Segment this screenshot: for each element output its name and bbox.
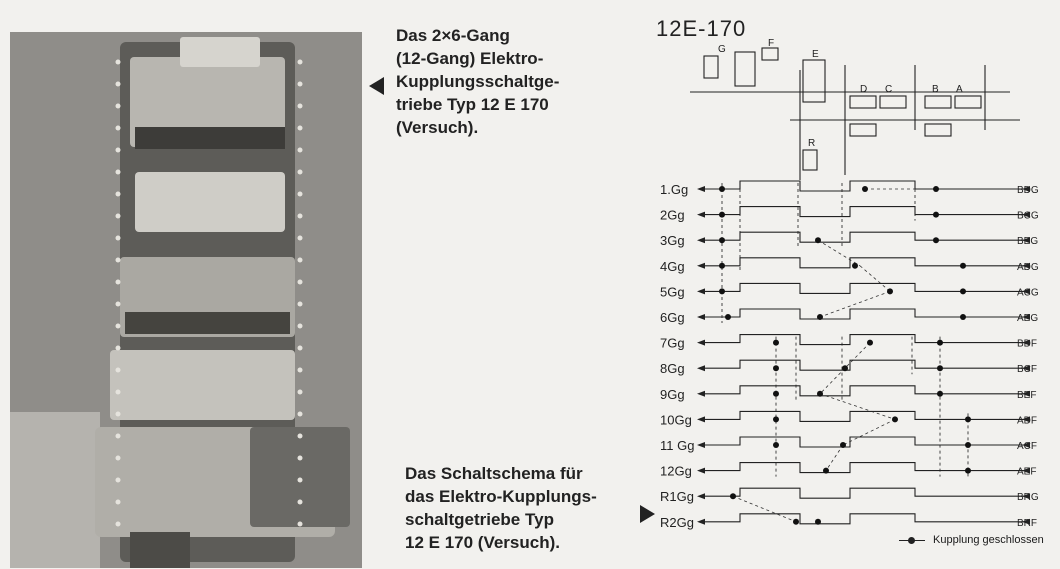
gear-row bbox=[660, 207, 1039, 223]
caption-line: das Elektro-Kupplungs- bbox=[405, 487, 597, 506]
clutch-closed-dot-icon bbox=[730, 493, 736, 499]
clutch-d-icon bbox=[850, 96, 876, 108]
gear-row bbox=[660, 488, 1039, 504]
gear-label: 8Gg bbox=[660, 361, 685, 377]
clutch-closed-dot-icon bbox=[937, 340, 943, 346]
clutch-code: AEG bbox=[1017, 313, 1039, 324]
clutch-closed-dot-icon bbox=[719, 237, 725, 243]
clutch-code: BRF bbox=[1017, 517, 1037, 529]
gear-row bbox=[660, 232, 1038, 248]
gear-icon bbox=[850, 124, 876, 136]
clutch-label: A bbox=[956, 84, 963, 95]
gear-row bbox=[660, 411, 1037, 427]
clutch-closed-dot-icon bbox=[965, 468, 971, 474]
gear-label: 5Gg bbox=[660, 284, 685, 300]
arrow-left-icon bbox=[697, 237, 705, 243]
clutch-closed-dot-icon bbox=[937, 391, 943, 397]
gear-label: R2Gg bbox=[660, 514, 694, 530]
clutch-code: BEG bbox=[1017, 236, 1039, 248]
clutch-label: R bbox=[808, 138, 816, 149]
arrow-left-icon bbox=[697, 340, 705, 346]
clutch-closed-dot-icon bbox=[933, 186, 939, 192]
clutch-closed-dot-icon bbox=[965, 416, 971, 422]
clutch-code: BRG bbox=[1017, 492, 1039, 504]
gear-icon bbox=[735, 52, 755, 86]
clutch-label: E bbox=[812, 49, 819, 60]
transition-line bbox=[826, 445, 843, 471]
clutch-closed-dot-icon bbox=[773, 416, 779, 422]
gear-label: 1.Gg bbox=[660, 182, 689, 197]
gear-row bbox=[660, 181, 1039, 197]
clutch-closed-marker-icon bbox=[899, 540, 925, 541]
gear-row bbox=[660, 335, 1037, 351]
gear-label: 10Gg bbox=[660, 412, 692, 428]
transition-line bbox=[818, 240, 860, 266]
transition-line bbox=[820, 291, 890, 317]
clutch-closed-dot-icon bbox=[862, 186, 868, 192]
signal-line bbox=[705, 232, 1030, 242]
clutch-closed-dot-icon bbox=[965, 442, 971, 448]
gear-row bbox=[660, 309, 1038, 325]
arrow-left-icon bbox=[697, 212, 705, 218]
arrow-left-icon bbox=[697, 263, 705, 269]
clutch-code: BCG bbox=[1017, 210, 1039, 222]
gear-label: 11 Gg bbox=[660, 438, 695, 453]
signal-line bbox=[705, 463, 1030, 473]
clutch-code: AEF bbox=[1017, 466, 1037, 478]
clutch-closed-dot-icon bbox=[719, 263, 725, 269]
clutch-closed-dot-icon bbox=[773, 340, 779, 346]
clutch-closed-dot-icon bbox=[719, 212, 725, 218]
clutch-closed-dot-icon bbox=[937, 365, 943, 371]
clutch-g-icon bbox=[704, 56, 718, 78]
legend bbox=[899, 534, 1044, 546]
arrow-left-icon bbox=[697, 365, 705, 371]
caption-line: 12 E 170 (Versuch). bbox=[405, 533, 560, 552]
clutch-code: ACF bbox=[1017, 441, 1037, 452]
arrow-left-icon bbox=[697, 519, 705, 525]
clutch-closed-dot-icon bbox=[817, 391, 823, 397]
caption-line: (Versuch). bbox=[396, 118, 479, 137]
clutch-label: F bbox=[768, 38, 775, 49]
clutch-closed-dot-icon bbox=[933, 237, 939, 243]
gear-label: R1Gg bbox=[660, 489, 694, 505]
gear-label: 7Gg bbox=[660, 335, 685, 351]
transition-line bbox=[843, 419, 895, 445]
gear-row bbox=[660, 514, 1037, 530]
gear-row bbox=[660, 360, 1037, 376]
gear-row bbox=[660, 258, 1039, 274]
clutch-closed-dot-icon bbox=[823, 468, 829, 474]
clutch-closed-dot-icon bbox=[960, 288, 966, 294]
arrow-left-icon bbox=[697, 468, 705, 474]
clutch-label: G bbox=[718, 44, 726, 55]
signal-line bbox=[705, 258, 1030, 268]
gear-row bbox=[660, 463, 1036, 479]
clutch-label: B bbox=[932, 84, 939, 95]
arrow-left-icon bbox=[697, 416, 705, 422]
clutch-closed-dot-icon bbox=[892, 416, 898, 422]
clutch-closed-dot-icon bbox=[840, 442, 846, 448]
signal-line bbox=[705, 386, 1030, 396]
clutch-closed-dot-icon bbox=[960, 314, 966, 320]
gearbox-schematic bbox=[690, 38, 1020, 180]
clutch-closed-dot-icon bbox=[817, 314, 823, 320]
clutch-code: BDF bbox=[1017, 338, 1037, 350]
clutch-code: BCF bbox=[1017, 364, 1037, 376]
clutch-c-icon bbox=[880, 96, 906, 108]
clutch-closed-dot-icon bbox=[815, 519, 821, 525]
gear-row bbox=[660, 386, 1036, 402]
gear-row bbox=[660, 437, 1037, 453]
clutch-closed-dot-icon bbox=[887, 288, 893, 294]
signal-line bbox=[705, 283, 1030, 293]
gear-label: 2Gg bbox=[660, 207, 685, 223]
gear-label: 3Gg bbox=[660, 233, 685, 249]
clutch-code: BDG bbox=[1017, 185, 1039, 196]
transition-line bbox=[820, 394, 895, 420]
arrow-left-icon bbox=[697, 186, 705, 192]
clutch-label: D bbox=[860, 84, 868, 95]
clutch-closed-dot-icon bbox=[933, 212, 939, 218]
gear-icon bbox=[925, 124, 951, 136]
caption-line: (12-Gang) Elektro- bbox=[396, 49, 544, 68]
clutch-closed-dot-icon bbox=[867, 340, 873, 346]
gear-label: 9Gg bbox=[660, 386, 685, 402]
clutch-code: BEF bbox=[1017, 389, 1037, 401]
transition-line bbox=[733, 496, 796, 522]
signal-line bbox=[705, 514, 1030, 524]
signal-line bbox=[705, 309, 1030, 319]
clutch-closed-dot-icon bbox=[773, 365, 779, 371]
gear-label: 12Gg bbox=[660, 463, 692, 479]
signal-line bbox=[705, 437, 1030, 447]
clutch-closed-dot-icon bbox=[960, 263, 966, 269]
clutch-closed-dot-icon bbox=[719, 186, 725, 192]
clutch-closed-dot-icon bbox=[773, 442, 779, 448]
caption-line: schaltgetriebe Typ bbox=[405, 510, 554, 529]
arrow-left-icon bbox=[697, 288, 705, 294]
signal-line bbox=[705, 207, 1030, 217]
arrow-left-icon bbox=[697, 442, 705, 448]
arrow-left-icon bbox=[697, 493, 705, 499]
transition-line bbox=[860, 266, 890, 292]
caption-line: Kupplungsschaltge- bbox=[396, 72, 560, 91]
signal-line bbox=[705, 360, 1030, 370]
clutch-closed-dot-icon bbox=[852, 263, 858, 269]
clutch-f-icon bbox=[762, 48, 778, 60]
clutch-closed-dot-icon bbox=[815, 237, 821, 243]
gear-label: 4Gg bbox=[660, 258, 685, 274]
clutch-code: ACG bbox=[1017, 287, 1039, 299]
signal-line bbox=[705, 411, 1030, 421]
clutch-closed-dot-icon bbox=[725, 314, 731, 320]
clutch-b-icon bbox=[925, 96, 951, 108]
clutch-e-icon bbox=[803, 60, 825, 102]
clutch-closed-dot-icon bbox=[793, 519, 799, 525]
clutch-code: ADG bbox=[1017, 261, 1039, 273]
arrow-left-icon bbox=[697, 314, 705, 320]
signal-line bbox=[705, 488, 1030, 498]
gear-row bbox=[660, 283, 1039, 299]
caption-line: Das 2×6-Gang bbox=[396, 26, 510, 45]
clutch-a-icon bbox=[955, 96, 981, 108]
gear-label: 6Gg bbox=[660, 310, 685, 325]
caption-line: triebe Typ 12 E 170 bbox=[396, 95, 549, 114]
clutch-closed-dot-icon bbox=[719, 288, 725, 294]
arrow-left-icon bbox=[697, 391, 705, 397]
clutch-closed-dot-icon bbox=[773, 391, 779, 397]
clutch-label: C bbox=[885, 84, 893, 95]
clutch-closed-dot-icon bbox=[842, 365, 848, 371]
caption-line: Das Schaltschema für bbox=[405, 464, 583, 483]
reverse-gear-icon bbox=[803, 150, 817, 170]
clutch-code: ADF bbox=[1017, 415, 1037, 427]
legend-label: Kupplung geschlossen bbox=[933, 534, 1044, 546]
diagram-title: 12E-170 bbox=[656, 16, 747, 41]
